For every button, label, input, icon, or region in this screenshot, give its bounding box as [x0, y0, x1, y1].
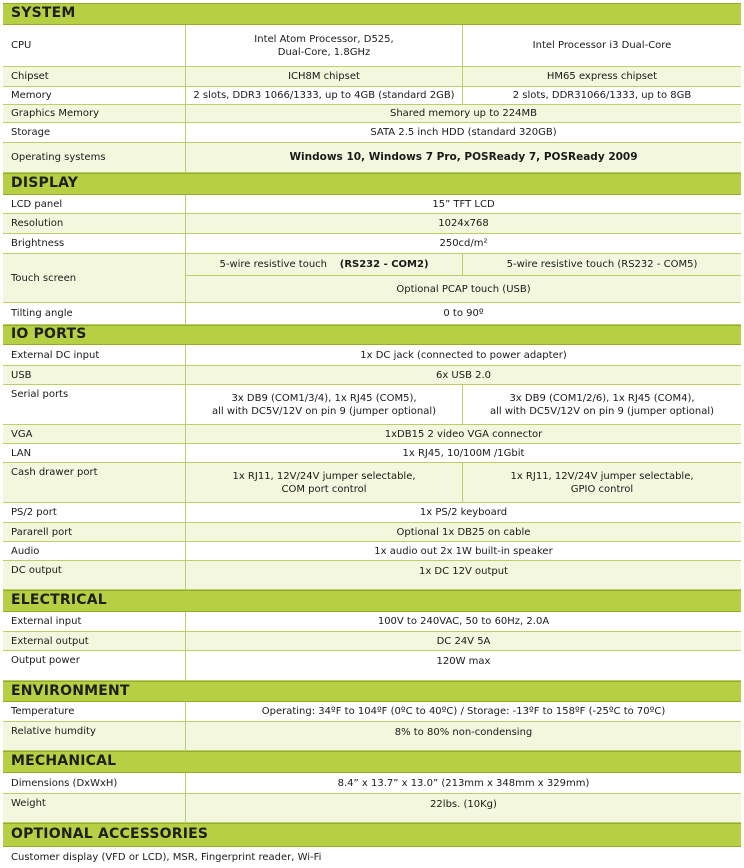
table-row [3, 143, 741, 173]
row-value: 8.4” x 13.7” x 13.0” (213mm x 348mm x 329mm) [337, 777, 590, 789]
value-line: 1x RJ11, 12V/24V jumper selectable, [510, 470, 694, 482]
table-row [3, 254, 741, 303]
row-label: CPU [3, 25, 186, 66]
row-value [186, 385, 463, 424]
row-value: Optional 1x DB25 on cable [396, 526, 531, 538]
row-label: Operating systems [3, 143, 186, 172]
row-value: 1x DC jack (connected to power adapter) [360, 349, 567, 361]
row-value: ICH8M chipset [186, 67, 463, 86]
row-value: 1024x768 [438, 218, 489, 229]
row-label: Graphics Memory [3, 105, 186, 122]
row-value: Optional PCAP touch (USB) [396, 283, 531, 295]
row-label: LAN [3, 444, 186, 462]
table-row [3, 214, 741, 234]
row-label: PS/2 port [3, 503, 186, 522]
table-row [3, 67, 741, 87]
value-text: 5-wire resistive touch [219, 259, 328, 270]
table-row [3, 345, 741, 366]
row-value: 15” TFT LCD [432, 198, 495, 210]
row-label: Touch screen [3, 254, 186, 302]
row-label: Weight [3, 794, 186, 822]
row-value: 1x DC 12V output [418, 566, 509, 577]
row-label: Audio [3, 542, 186, 560]
row-label: USB [3, 366, 186, 384]
row-label: Serial ports [3, 385, 186, 424]
value-line: GPIO control [570, 483, 634, 495]
row-value [186, 254, 463, 275]
row-value: Operating: 34ºF to 104ºF (0ºC to 40ºC) / Storage: -13ºF to 158ºF (-25ºC to 70ºC) [261, 706, 666, 717]
row-value: 1xDB15 2 video VGA connector [384, 428, 543, 440]
row-label: Resolution [3, 214, 186, 233]
row-label: LCD panel [3, 195, 186, 213]
value-line: COM port control [281, 483, 367, 495]
table-row [3, 123, 741, 143]
row-value [463, 463, 741, 502]
section-title: OPTIONAL ACCESSORIES [11, 826, 209, 842]
value-line: all with DC5V/12V on pin 9 (jumper optional) [489, 405, 715, 417]
row-label: Chipset [3, 67, 186, 86]
table-row [3, 25, 741, 67]
value-line: 3x DB9 (COM1/2/6), 1x RJ45 (COM4), [509, 392, 695, 404]
row-value: 250cd/m² [439, 238, 488, 249]
row-value [186, 25, 463, 66]
row-value: HM65 express chipset [546, 71, 658, 82]
touch-options-row [186, 254, 741, 276]
row-value: 2 slots, DDR31066/1333, up to 8GB [512, 90, 692, 101]
row-value: Intel Processor i3 Dual-Core [532, 40, 672, 51]
section-header-system [3, 3, 741, 25]
row-value: 6x USB 2.0 [435, 369, 492, 381]
row-value [463, 385, 741, 424]
table-row [3, 702, 741, 722]
table-row [3, 385, 741, 425]
row-label: Brightness [3, 234, 186, 253]
section-header-io-ports [3, 325, 741, 345]
row-label: Tilting angle [3, 303, 186, 324]
table-row [3, 195, 741, 214]
accessories-text: Customer display (VFD or LCD), MSR, Fingerprint reader, Wi-Fi [11, 851, 322, 863]
table-row [3, 773, 741, 794]
section-title: IO PORTS [11, 326, 87, 342]
section-title: SYSTEM [11, 5, 76, 21]
table-row [3, 632, 741, 651]
row-value: 1x audio out 2x 1W built-in speaker [374, 545, 553, 557]
table-row [3, 542, 741, 561]
row-value [186, 463, 463, 502]
value-line: Intel Atom Processor, D525, [254, 33, 394, 45]
value-line: 3x DB9 (COM1/3/4), 1x RJ45 (COM5), [231, 392, 417, 404]
row-label: Temperature [3, 702, 186, 721]
value-line: all with DC5V/12V on pin 9 (jumper optional) [211, 405, 437, 417]
touch-option-row [186, 276, 741, 302]
section-title: MECHANICAL [11, 753, 117, 769]
table-row [3, 463, 741, 503]
row-label: DC output [3, 561, 186, 589]
row-label: Output power [3, 651, 186, 680]
table-row [3, 87, 741, 105]
section-header-mechanical [3, 751, 741, 773]
section-header-electrical [3, 590, 741, 612]
value-line: Dual-Core, 1.8GHz [277, 46, 371, 58]
table-row [3, 561, 741, 590]
row-value: SATA 2.5 inch HDD (standard 320GB) [370, 127, 557, 138]
table-row [3, 612, 741, 632]
table-row [3, 503, 741, 523]
row-value: 8% to 80% non-condensing [394, 727, 533, 738]
row-value: Shared memory up to 224MB [389, 108, 537, 119]
table-row [3, 105, 741, 123]
row-value: 1x RJ45, 10/100M /1Gbit [402, 447, 525, 459]
row-label: Pararell port [3, 523, 186, 541]
table-row [3, 722, 741, 751]
row-label: External input [3, 612, 186, 631]
row-value: Windows 10, Windows 7 Pro, POSReady 7, POSReady 2009 [289, 151, 638, 163]
row-label: Storage [3, 123, 186, 142]
row-value: 5-wire resistive touch (RS232 - COM5) [506, 259, 698, 270]
row-value: 1x PS/2 keyboard [419, 507, 508, 518]
value-port: (RS232 - COM2) [339, 259, 429, 270]
table-row [3, 651, 741, 681]
row-value: 100V to 240VAC, 50 to 60Hz, 2.0A [377, 616, 550, 627]
table-row [3, 523, 741, 542]
section-header-optional-accessories [3, 823, 741, 847]
section-title: ELECTRICAL [11, 592, 107, 608]
section-header-display [3, 173, 741, 195]
value-line: 1x RJ11, 12V/24V jumper selectable, [232, 470, 416, 482]
row-label: External DC input [3, 345, 186, 365]
section-title: ENVIRONMENT [11, 683, 130, 699]
table-row [3, 303, 741, 325]
table-row [3, 794, 741, 823]
row-value: 22lbs. (10Kg) [430, 799, 497, 810]
table-row [3, 425, 741, 444]
section-header-environment [3, 681, 741, 702]
section-title: DISPLAY [11, 175, 79, 191]
row-value: 2 slots, DDR3 1066/1333, up to 4GB (standard 2GB) [186, 87, 463, 104]
row-label: External output [3, 632, 186, 650]
table-row [3, 444, 741, 463]
row-value: 120W max [436, 656, 491, 667]
row-label: Memory [3, 87, 186, 104]
table-row [3, 366, 741, 385]
row-value: DC 24V 5A [436, 635, 491, 647]
row-label: Cash drawer port [3, 463, 186, 502]
row-label: Relative humdity [3, 722, 186, 750]
row-label: Dimensions (DxWxH) [3, 773, 186, 793]
row-label: VGA [3, 425, 186, 443]
row-value: 0 to 90º [443, 308, 484, 319]
table-row [3, 234, 741, 254]
